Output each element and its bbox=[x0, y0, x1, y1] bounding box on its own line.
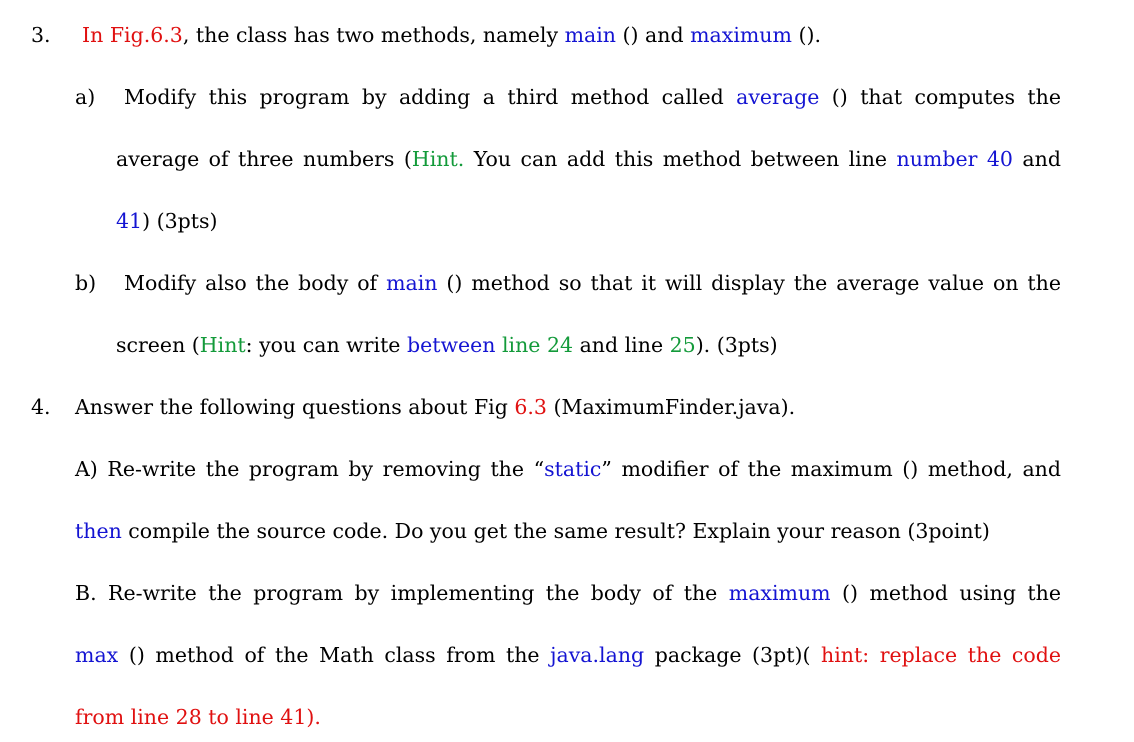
question-number: 4. bbox=[31, 395, 51, 419]
part-A-line-1: A) Re-write the program by removing the “static” modifier of the maximum () method, and bbox=[75, 457, 1061, 481]
part-a-label: a) bbox=[75, 85, 96, 109]
part-B-line-2: max () method of the Math class from the java.lang package (3pt)( hint: replace the code bbox=[75, 643, 1061, 667]
part-B-line-3: from line 28 to line 41). bbox=[75, 705, 321, 729]
part-a-line-2: average of three numbers (Hint. You can add this method between line number 40 and bbox=[116, 147, 1061, 171]
figure-reference: 6.3 bbox=[514, 395, 547, 419]
part-A-line-2: then compile the source code. Do you get the same result? Explain your reason (3point) bbox=[75, 519, 990, 543]
part-b-label: b) bbox=[75, 271, 97, 295]
question-3-intro: In Fig.6.3, the class has two methods, namely main () and maximum (). bbox=[82, 23, 821, 47]
part-a-line-1: Modify this program by adding a third method called average () that computes the bbox=[124, 85, 1061, 109]
part-a-line-3: 41) (3pts) bbox=[116, 209, 218, 233]
question-number: 3. bbox=[31, 23, 51, 47]
question-4-intro: Answer the following questions about Fig 6.3 (MaximumFinder.java). bbox=[75, 395, 796, 419]
part-b-line-1: Modify also the body of main () method so that it will display the average value on the bbox=[124, 271, 1061, 295]
part-b-line-2: screen (Hint: you can write between line 24 and line 25). (3pts) bbox=[116, 333, 778, 357]
figure-reference: In Fig.6.3 bbox=[82, 23, 183, 47]
part-B-line-1: B. Re-write the program by implementing the body of the maximum () method using the bbox=[75, 581, 1061, 605]
